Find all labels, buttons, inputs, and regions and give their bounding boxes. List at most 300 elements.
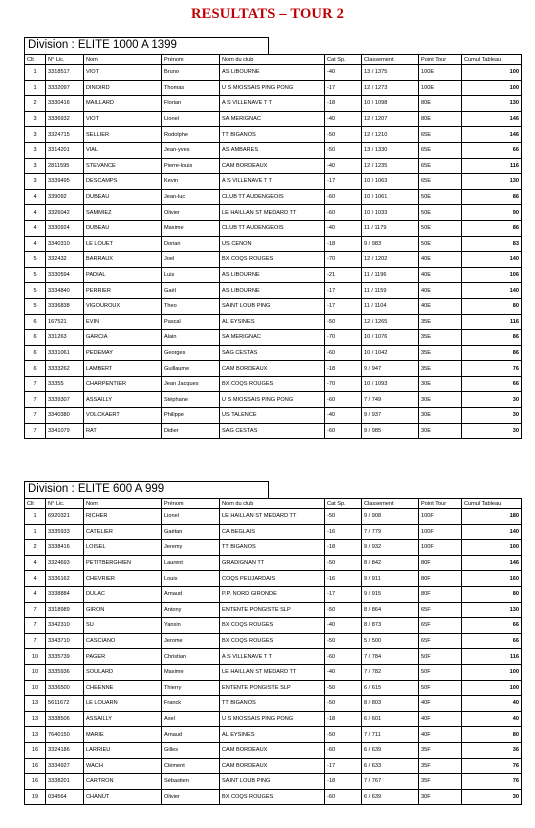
ranking-cell: 10 / 1063 bbox=[362, 174, 419, 190]
ranking-cell: 12 / 1210 bbox=[362, 127, 419, 143]
category-cell: -60 bbox=[325, 205, 362, 221]
licence-cell: 167521 bbox=[46, 314, 84, 330]
points-cell: 100E bbox=[419, 80, 462, 96]
club-cell: AS LIBOURNE bbox=[220, 267, 325, 283]
rank-cell: 7 bbox=[25, 423, 46, 439]
points-cell: 40F bbox=[419, 696, 462, 712]
firstname-cell: Jeremy bbox=[162, 540, 220, 556]
points-cell: 65F bbox=[419, 618, 462, 634]
cumul-cell: 36 bbox=[462, 742, 522, 758]
points-cell: 30E bbox=[419, 376, 462, 392]
ranking-cell: 10 / 1042 bbox=[362, 345, 419, 361]
header-col-cat: Cat Sp. bbox=[325, 499, 362, 509]
points-cell: 100F bbox=[419, 524, 462, 540]
club-cell: AS LIBOURNE bbox=[220, 65, 325, 81]
club-cell: TT BIGANOS bbox=[220, 127, 325, 143]
cumul-cell: 116 bbox=[462, 158, 522, 174]
name-cell: PEDEMAY bbox=[84, 345, 162, 361]
rank-cell: 3 bbox=[25, 111, 46, 127]
rank-cell: 3 bbox=[25, 127, 46, 143]
cumul-cell: 86 bbox=[462, 345, 522, 361]
table-row bbox=[25, 376, 522, 392]
cumul-cell: 140 bbox=[462, 524, 522, 540]
cumul-cell: 66 bbox=[462, 376, 522, 392]
club-cell: LE HAILLAN ST MEDARD TT bbox=[220, 509, 325, 525]
points-cell: 80F bbox=[419, 555, 462, 571]
points-cell: 100F bbox=[419, 540, 462, 556]
name-cell: DUBEAU bbox=[84, 220, 162, 236]
division-block bbox=[24, 481, 521, 805]
table-row bbox=[25, 314, 522, 330]
points-cell: 35F bbox=[419, 758, 462, 774]
firstname-cell: Pierre-louis bbox=[162, 158, 220, 174]
category-cell: -21 bbox=[325, 267, 362, 283]
rank-cell: 4 bbox=[25, 586, 46, 602]
name-cell: LARRIEU bbox=[84, 742, 162, 758]
club-cell: ENTENTE PONGISTE SLP bbox=[220, 680, 325, 696]
licence-cell: 3340310 bbox=[46, 236, 84, 252]
cumul-cell: 146 bbox=[462, 555, 522, 571]
name-cell: CHARPENTIER bbox=[84, 376, 162, 392]
club-cell: BX COQS ROUGES bbox=[220, 252, 325, 268]
cumul-cell: 130 bbox=[462, 174, 522, 190]
category-cell: -17 bbox=[325, 174, 362, 190]
firstname-cell: Florian bbox=[162, 96, 220, 112]
header-col-cumul: Cumul Tableau bbox=[462, 55, 522, 65]
points-cell: 65F bbox=[419, 633, 462, 649]
cumul-cell: 160 bbox=[462, 571, 522, 587]
header-col-point-tour: Point Tour bbox=[419, 55, 462, 65]
category-cell: -40 bbox=[325, 158, 362, 174]
cumul-cell: 80 bbox=[462, 727, 522, 743]
table-row bbox=[25, 774, 522, 790]
ranking-cell: 9 / 915 bbox=[362, 586, 419, 602]
ranking-cell: 9 / 985 bbox=[362, 423, 419, 439]
category-cell: -50 bbox=[325, 142, 362, 158]
rank-cell: 10 bbox=[25, 680, 46, 696]
cumul-cell: 86 bbox=[462, 189, 522, 205]
cumul-cell: 146 bbox=[462, 111, 522, 127]
table-row bbox=[25, 602, 522, 618]
club-cell: BX COQS ROUGES bbox=[220, 633, 325, 649]
rank-cell: 4 bbox=[25, 571, 46, 587]
licence-cell: 3338884 bbox=[46, 586, 84, 602]
rank-cell: 3 bbox=[25, 158, 46, 174]
firstname-cell: Olivier bbox=[162, 205, 220, 221]
licence-cell: 3336500 bbox=[46, 680, 84, 696]
category-cell: -60 bbox=[325, 649, 362, 665]
header-col-prenom: Prénom bbox=[162, 499, 220, 509]
club-cell: CLUB TT AUDENGEOIS bbox=[220, 220, 325, 236]
rank-cell: 10 bbox=[25, 664, 46, 680]
licence-cell: 3335739 bbox=[46, 649, 84, 665]
rank-cell: 3 bbox=[25, 174, 46, 190]
points-cell: 40E bbox=[419, 283, 462, 299]
category-cell: -50 bbox=[325, 633, 362, 649]
ranking-cell: 12 / 1202 bbox=[362, 252, 419, 268]
table-row bbox=[25, 174, 522, 190]
table-row bbox=[25, 571, 522, 587]
licence-cell: 3324715 bbox=[46, 127, 84, 143]
ranking-cell: 13 / 1375 bbox=[362, 65, 419, 81]
club-cell: SAG CESTAS bbox=[220, 423, 325, 439]
table-row bbox=[25, 618, 522, 634]
licence-cell: 339092 bbox=[46, 189, 84, 205]
category-cell: -40 bbox=[325, 408, 362, 424]
licence-cell: 3330594 bbox=[46, 267, 84, 283]
header-col-clt: Clt bbox=[25, 55, 46, 65]
name-cell: GIRON bbox=[84, 602, 162, 618]
category-cell: -16 bbox=[325, 571, 362, 587]
licence-cell: 3339495 bbox=[46, 174, 84, 190]
cumul-cell: 116 bbox=[462, 649, 522, 665]
club-cell: ENTENTE PONGISTE SLP bbox=[220, 602, 325, 618]
club-cell: SAINT LOUB PING bbox=[220, 298, 325, 314]
table-row bbox=[25, 80, 522, 96]
name-cell: CHANUT bbox=[84, 789, 162, 805]
points-cell: 80F bbox=[419, 571, 462, 587]
club-cell: BX COQS ROUGES bbox=[220, 376, 325, 392]
firstname-cell: Thierry bbox=[162, 680, 220, 696]
club-cell: AS AMBARES bbox=[220, 142, 325, 158]
table-row bbox=[25, 65, 522, 81]
club-cell: TT BIGANOS bbox=[220, 696, 325, 712]
name-cell: WACH bbox=[84, 758, 162, 774]
club-cell: BX COQS ROUGES bbox=[220, 618, 325, 634]
rank-cell: 1 bbox=[25, 80, 46, 96]
name-cell: CATELIER bbox=[84, 524, 162, 540]
cumul-cell: 116 bbox=[462, 314, 522, 330]
ranking-cell: 6 / 639 bbox=[362, 742, 419, 758]
header-col-cumul: Cumul Tableau bbox=[462, 499, 522, 509]
ranking-cell: 9 / 947 bbox=[362, 361, 419, 377]
name-cell: SELLIER bbox=[84, 127, 162, 143]
firstname-cell: Theo bbox=[162, 298, 220, 314]
table-row bbox=[25, 283, 522, 299]
ranking-cell: 9 / 937 bbox=[362, 408, 419, 424]
name-cell: PAGER bbox=[84, 649, 162, 665]
club-cell: SA MERIGNAC bbox=[220, 111, 325, 127]
ranking-cell: 13 / 1330 bbox=[362, 142, 419, 158]
rank-cell: 16 bbox=[25, 774, 46, 790]
category-cell: -18 bbox=[325, 540, 362, 556]
rank-cell: 6 bbox=[25, 361, 46, 377]
table-row bbox=[25, 298, 522, 314]
table-row bbox=[25, 586, 522, 602]
category-cell: -17 bbox=[325, 758, 362, 774]
cumul-cell: 30 bbox=[462, 789, 522, 805]
ranking-cell: 8 / 803 bbox=[362, 696, 419, 712]
name-cell: ASSAILLY bbox=[84, 392, 162, 408]
firstname-cell: Christian bbox=[162, 649, 220, 665]
rank-cell: 4 bbox=[25, 205, 46, 221]
division-title: Division : ELITE 600 A 999 bbox=[24, 481, 269, 498]
table-row bbox=[25, 711, 522, 727]
cumul-cell: 80 bbox=[462, 298, 522, 314]
name-cell: STEVANCE bbox=[84, 158, 162, 174]
name-cell: RAT bbox=[84, 423, 162, 439]
name-cell: VIOT bbox=[84, 65, 162, 81]
club-cell: GRADIGNAN TT bbox=[220, 555, 325, 571]
ranking-cell: 5 / 500 bbox=[362, 633, 419, 649]
rank-cell: 16 bbox=[25, 758, 46, 774]
table-row bbox=[25, 361, 522, 377]
category-cell: -60 bbox=[325, 742, 362, 758]
cumul-cell: 146 bbox=[462, 127, 522, 143]
category-cell: -60 bbox=[325, 423, 362, 439]
division-title: Division : ELITE 1000 A 1399 bbox=[24, 37, 269, 54]
table-row bbox=[25, 727, 522, 743]
table-row bbox=[25, 758, 522, 774]
rank-cell: 5 bbox=[25, 298, 46, 314]
ranking-cell: 7 / 779 bbox=[362, 524, 419, 540]
rank-cell: 6 bbox=[25, 330, 46, 346]
division-block bbox=[24, 37, 521, 439]
points-cell: 35F bbox=[419, 774, 462, 790]
header-col-club: Nom du club bbox=[220, 499, 325, 509]
category-cell: -40 bbox=[325, 111, 362, 127]
club-cell: A S VILLENAVE T T bbox=[220, 174, 325, 190]
points-cell: 30E bbox=[419, 423, 462, 439]
licence-cell: 3341079 bbox=[46, 423, 84, 439]
firstname-cell: Kevin bbox=[162, 174, 220, 190]
ranking-cell: 9 / 911 bbox=[362, 571, 419, 587]
cumul-cell: 86 bbox=[462, 220, 522, 236]
licence-cell: 3342310 bbox=[46, 618, 84, 634]
rank-cell: 16 bbox=[25, 742, 46, 758]
points-cell: 35E bbox=[419, 345, 462, 361]
rank-cell: 1 bbox=[25, 524, 46, 540]
firstname-cell: Franck bbox=[162, 696, 220, 712]
table-row bbox=[25, 509, 522, 525]
licence-cell: 3326042 bbox=[46, 205, 84, 221]
points-cell: 100E bbox=[419, 65, 462, 81]
table-row bbox=[25, 96, 522, 112]
page-title: RESULTATS – TOUR 2 bbox=[190, 6, 345, 22]
name-cell: CHEENNE bbox=[84, 680, 162, 696]
header-col-prenom: Prénom bbox=[162, 55, 220, 65]
firstname-cell: Didier bbox=[162, 423, 220, 439]
name-cell: CASCIANO bbox=[84, 633, 162, 649]
ranking-cell: 8 / 873 bbox=[362, 618, 419, 634]
name-cell: LE LOUARN bbox=[84, 696, 162, 712]
name-cell: ASSAILLY bbox=[84, 711, 162, 727]
rank-cell: 3 bbox=[25, 142, 46, 158]
category-cell: -70 bbox=[325, 376, 362, 392]
table-row bbox=[25, 220, 522, 236]
licence-cell: 3335936 bbox=[46, 664, 84, 680]
table-row bbox=[25, 649, 522, 665]
category-cell: -60 bbox=[325, 789, 362, 805]
cumul-cell: 130 bbox=[462, 602, 522, 618]
name-cell: VIAL bbox=[84, 142, 162, 158]
club-cell: A S VILLENAVE T T bbox=[220, 649, 325, 665]
licence-cell: 3314201 bbox=[46, 142, 84, 158]
cumul-cell: 106 bbox=[462, 267, 522, 283]
rank-cell: 5 bbox=[25, 283, 46, 299]
ranking-cell: 9 / 908 bbox=[362, 509, 419, 525]
points-cell: 65F bbox=[419, 602, 462, 618]
firstname-cell: Rodolphe bbox=[162, 127, 220, 143]
firstname-cell: Guillaume bbox=[162, 361, 220, 377]
firstname-cell: Dorian bbox=[162, 236, 220, 252]
rank-cell: 7 bbox=[25, 633, 46, 649]
header-col-point-tour: Point Tour bbox=[419, 499, 462, 509]
header-col-clt: Clt bbox=[25, 499, 46, 509]
cumul-cell: 40 bbox=[462, 696, 522, 712]
licence-cell: 3340380 bbox=[46, 408, 84, 424]
category-cell: -50 bbox=[325, 509, 362, 525]
header-col-licence: N° Lic. bbox=[46, 499, 84, 509]
category-cell: -50 bbox=[325, 727, 362, 743]
table-row bbox=[25, 158, 522, 174]
licence-cell: 3338201 bbox=[46, 774, 84, 790]
cumul-cell: 66 bbox=[462, 142, 522, 158]
firstname-cell: Joel bbox=[162, 252, 220, 268]
points-cell: 65E bbox=[419, 174, 462, 190]
name-cell: GARCIA bbox=[84, 330, 162, 346]
table-row bbox=[25, 633, 522, 649]
firstname-cell: Luis bbox=[162, 267, 220, 283]
cumul-cell: 40 bbox=[462, 711, 522, 727]
ranking-cell: 7 / 782 bbox=[362, 664, 419, 680]
firstname-cell: Yanxin bbox=[162, 618, 220, 634]
cumul-cell: 100 bbox=[462, 680, 522, 696]
licence-cell: 332432 bbox=[46, 252, 84, 268]
points-cell: 65E bbox=[419, 127, 462, 143]
rank-cell: 4 bbox=[25, 555, 46, 571]
results-table bbox=[24, 54, 522, 439]
cumul-cell: 130 bbox=[462, 96, 522, 112]
cumul-cell: 30 bbox=[462, 392, 522, 408]
name-cell: LAMBERT bbox=[84, 361, 162, 377]
firstname-cell: Georges bbox=[162, 345, 220, 361]
licence-cell: 2811595 bbox=[46, 158, 84, 174]
cumul-cell: 100 bbox=[462, 540, 522, 556]
ranking-cell: 9 / 983 bbox=[362, 236, 419, 252]
ranking-cell: 10 / 1033 bbox=[362, 205, 419, 221]
club-cell: US TALENCE bbox=[220, 408, 325, 424]
name-cell: MAILLARD bbox=[84, 96, 162, 112]
licence-cell: 3339307 bbox=[46, 392, 84, 408]
category-cell: -40 bbox=[325, 618, 362, 634]
club-cell: U S MIOSSAIS PING PONG bbox=[220, 392, 325, 408]
table-row bbox=[25, 392, 522, 408]
firstname-cell: Jean Jacques bbox=[162, 376, 220, 392]
ranking-cell: 11 / 1159 bbox=[362, 283, 419, 299]
table-row bbox=[25, 267, 522, 283]
table-row bbox=[25, 408, 522, 424]
ranking-cell: 12 / 1273 bbox=[362, 80, 419, 96]
licence-cell: 3318517 bbox=[46, 65, 84, 81]
category-cell: -18 bbox=[325, 774, 362, 790]
name-cell: MARIE bbox=[84, 727, 162, 743]
table-row bbox=[25, 540, 522, 556]
points-cell: 50E bbox=[419, 189, 462, 205]
category-cell: -17 bbox=[325, 80, 362, 96]
firstname-cell: Stéphane bbox=[162, 392, 220, 408]
licence-cell: 33355 bbox=[46, 376, 84, 392]
firstname-cell: Bruno bbox=[162, 65, 220, 81]
points-cell: 50E bbox=[419, 220, 462, 236]
name-cell: SAMMIEZ bbox=[84, 205, 162, 221]
points-cell: 35E bbox=[419, 314, 462, 330]
firstname-cell: Thomas bbox=[162, 80, 220, 96]
firstname-cell: Arnaud bbox=[162, 586, 220, 602]
name-cell: LOISEL bbox=[84, 540, 162, 556]
category-cell: -40 bbox=[325, 664, 362, 680]
points-cell: 40E bbox=[419, 252, 462, 268]
rank-cell: 2 bbox=[25, 540, 46, 556]
category-cell: -17 bbox=[325, 298, 362, 314]
firstname-cell: Alain bbox=[162, 330, 220, 346]
rank-cell: 4 bbox=[25, 236, 46, 252]
table-row bbox=[25, 789, 522, 805]
club-cell: CA BEGLAIS bbox=[220, 524, 325, 540]
category-cell: -17 bbox=[325, 283, 362, 299]
table-row bbox=[25, 345, 522, 361]
category-cell: -50 bbox=[325, 555, 362, 571]
cumul-cell: 100 bbox=[462, 80, 522, 96]
ranking-cell: 10 / 1093 bbox=[362, 376, 419, 392]
cumul-cell: 83 bbox=[462, 236, 522, 252]
firstname-cell: Jerome bbox=[162, 633, 220, 649]
table-row bbox=[25, 423, 522, 439]
rank-cell: 13 bbox=[25, 727, 46, 743]
rank-cell: 2 bbox=[25, 96, 46, 112]
name-cell: BARRAUX bbox=[84, 252, 162, 268]
ranking-cell: 12 / 1265 bbox=[362, 314, 419, 330]
name-cell: EVIN bbox=[84, 314, 162, 330]
table-row bbox=[25, 142, 522, 158]
club-cell: LE HAILLAN ST MEDARD TT bbox=[220, 664, 325, 680]
ranking-cell: 6 / 601 bbox=[362, 711, 419, 727]
name-cell: VOLCKAERT bbox=[84, 408, 162, 424]
club-cell: BX COQS ROUGES bbox=[220, 789, 325, 805]
ranking-cell: 10 / 1076 bbox=[362, 330, 419, 346]
cumul-cell: 80 bbox=[462, 586, 522, 602]
firstname-cell: Lionel bbox=[162, 509, 220, 525]
rank-cell: 19 bbox=[25, 789, 46, 805]
rank-cell: 7 bbox=[25, 392, 46, 408]
header-col-nom: Nom bbox=[84, 55, 162, 65]
table-row bbox=[25, 205, 522, 221]
points-cell: 40F bbox=[419, 711, 462, 727]
ranking-cell: 10 / 1061 bbox=[362, 189, 419, 205]
firstname-cell: Maxime bbox=[162, 664, 220, 680]
ranking-cell: 7 / 784 bbox=[362, 649, 419, 665]
cumul-cell: 140 bbox=[462, 283, 522, 299]
firstname-cell: Lionel bbox=[162, 111, 220, 127]
cumul-cell: 90 bbox=[462, 205, 522, 221]
club-cell: SAG CESTAS bbox=[220, 345, 325, 361]
club-cell: AS LIBOURNE bbox=[220, 283, 325, 299]
club-cell: U S MIOSSAIS PING PONG bbox=[220, 80, 325, 96]
ranking-cell: 6 / 633 bbox=[362, 758, 419, 774]
category-cell: -40 bbox=[325, 65, 362, 81]
cumul-cell: 30 bbox=[462, 408, 522, 424]
licence-cell: 6920321 bbox=[46, 509, 84, 525]
category-cell: -70 bbox=[325, 252, 362, 268]
firstname-cell: Olivier bbox=[162, 789, 220, 805]
club-cell: P.P. NORD GIRONDE bbox=[220, 586, 325, 602]
cumul-cell: 100 bbox=[462, 664, 522, 680]
name-cell: PETITBERGHIEN bbox=[84, 555, 162, 571]
category-cell: -18 bbox=[325, 361, 362, 377]
category-cell: -18 bbox=[325, 711, 362, 727]
firstname-cell: Gaëtan bbox=[162, 524, 220, 540]
licence-cell: 3336162 bbox=[46, 571, 84, 587]
